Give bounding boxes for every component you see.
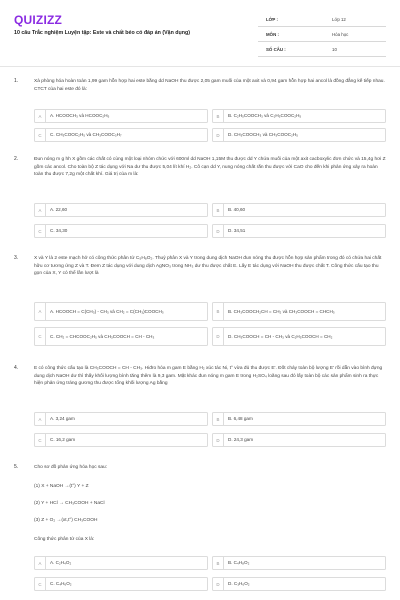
option-text: B. 6,48 gam <box>228 415 253 421</box>
option-letter: D <box>213 434 224 446</box>
quizizz-logo: QUIZIZZ <box>14 13 63 27</box>
page-header <box>0 0 400 62</box>
option-b[interactable] <box>212 109 386 123</box>
option-text: A. C₂H₄O₂ <box>50 559 72 565</box>
meta-value: 10 <box>332 47 337 52</box>
meta-row-subject <box>258 28 386 42</box>
meta-value: Lớp 12 <box>332 17 346 22</box>
option-text: A. HCOOCH = C(CH₃) - CH₃ và CH₂ = C(CH₃)COOCH₃ <box>50 308 164 314</box>
meta-value: Hóa học <box>332 32 349 37</box>
option-b[interactable] <box>212 556 386 570</box>
question-number: 5. <box>14 464 19 470</box>
option-d[interactable] <box>212 433 386 447</box>
option-letter: A <box>35 557 46 569</box>
option-letter: D <box>213 129 224 141</box>
option-text: A. 22,60 <box>50 206 68 212</box>
option-a[interactable] <box>34 203 208 217</box>
option-c[interactable] <box>34 433 208 447</box>
meta-row-count <box>258 43 386 57</box>
option-c[interactable] <box>34 128 208 142</box>
option-b[interactable] <box>212 302 386 321</box>
question-number: 1. <box>14 78 19 84</box>
meta-label: LỚP : <box>266 17 278 22</box>
option-text: B. CH₃COOCH₂CH = CH₂ và CH₃COOCH = CHCH₃ <box>228 308 335 314</box>
option-letter: D <box>213 328 224 345</box>
question-number: 4. <box>14 365 19 371</box>
option-text: D. 34,51 <box>228 227 246 233</box>
meta-label: SỐ CÂU : <box>266 47 286 52</box>
option-text: D. 24,3 gam <box>228 436 254 442</box>
option-letter: B <box>213 557 224 569</box>
option-text: B. C₄H₈O₂ <box>228 559 250 565</box>
option-text: D. C₃H₆O₂ <box>228 580 250 586</box>
option-letter: B <box>213 303 224 320</box>
option-a[interactable] <box>34 109 208 123</box>
option-text: C. C₄H₆O₂ <box>50 580 72 586</box>
question-text: Xà phòng hóa hoàn toàn 1,99 gam hỗn hợp hai este bằng dd NaOH thu được 2,05 gam muối của một axit và 0,94 gam hỗn hợp hai ancol là đồng đẳng kế tiếp nhau. CTCT của hai este đó là: <box>34 79 385 92</box>
option-d[interactable] <box>212 577 386 591</box>
option-letter: A <box>35 303 46 320</box>
option-letter: A <box>35 110 46 122</box>
option-c[interactable] <box>34 224 208 238</box>
meta-row-class <box>258 13 386 27</box>
option-letter: C <box>35 434 46 446</box>
question-text: E có công thức cấu tạo là CH₃COOCH = CH - CH₃. Hiđro hóa m gam E bằng H₂ xúc tác Ni, t° vừa đủ thu được E'. Đốt cháy toàn bộ lượng E' rồi dẫn vào bình đựng dung dịch NaOH dư thì thấy khối lượng bình tăng thêm là 9,3 gam. Mặt khác đun nóng m gam E trong H₂SO₄ loãng sau đó lấy toàn bộ các sản phẩm sinh ra thực hiện phản ứng tráng gương thu được tổng khối lượng Ag bằng <box>34 366 383 387</box>
option-b[interactable] <box>212 203 386 217</box>
header-divider <box>0 66 400 67</box>
option-text: D. CH₃COOCH = CH - CH₃ và C₂H₅COOCH = CH₂ <box>228 333 333 339</box>
option-text: A. 3,24 gam <box>50 415 75 421</box>
option-letter: C <box>35 129 46 141</box>
option-d[interactable] <box>212 327 386 346</box>
reaction-3: (3) Z + O₂ →(xt,t°) CH₃COOH <box>34 518 98 523</box>
document-title: 10 câu Trắc nghiệm Luyện tập: Este và chất béo có đáp án (Vận dụng) <box>14 30 191 36</box>
question-prompt: Công thức phân tử của X là: <box>34 537 95 542</box>
option-letter: A <box>35 204 46 216</box>
option-letter: B <box>213 110 224 122</box>
option-text: C. 16,2 gam <box>50 436 76 442</box>
question-text: X và Y là 2 este mạch hở có công thức phân tử C₅H₈O₂. Thuỷ phân X và Y trong dung dịch NaOH đun nóng thu được hỗn hợp sản phẩm trong đó có chứa hai chất hữu cơ tương ứng Z và T. Đem Z tác dụng với dung dịch AgNO₃ trong NH₃ dư thu được chất E. Lấy E tác dụng với NaOH thu được chất T. Công thức cấu tạo thu gọn của X, Y có thể lần lượt là <box>34 256 382 277</box>
option-b[interactable] <box>212 412 386 426</box>
option-d[interactable] <box>212 224 386 238</box>
question-number: 2. <box>14 156 19 162</box>
option-a[interactable] <box>34 302 208 321</box>
option-a[interactable] <box>34 556 208 570</box>
option-letter: D <box>213 225 224 237</box>
option-text: D. CH₃COOCH₃ và CH₃COOC₂H₅ <box>228 131 298 137</box>
option-letter: B <box>213 204 224 216</box>
option-letter: B <box>213 413 224 425</box>
meta-label: MÔN : <box>266 32 279 37</box>
question-number: 3. <box>14 255 19 261</box>
option-text: C. CH₃COOC₂H₅ và CH₃COOC₃H₇ <box>50 131 122 137</box>
option-c[interactable] <box>34 327 208 346</box>
reaction-1: (1) X + NaOH →(t°) Y + Z <box>34 484 89 489</box>
option-letter: C <box>35 578 46 590</box>
reaction-2: (2) Y + HCl → CH₃COOH + NaCl <box>34 501 105 506</box>
option-letter: C <box>35 225 46 237</box>
option-text: B. 40,60 <box>228 206 246 212</box>
question-text: Cho sơ đồ phản ứng hóa học sau: <box>34 465 108 470</box>
option-text: B. C₂H₅COOCH₃ và C₂H₅COOC₂H₅ <box>228 112 302 118</box>
option-letter: D <box>213 578 224 590</box>
option-letter: A <box>35 413 46 425</box>
option-text: C. 34,30 <box>50 227 68 233</box>
option-text: A. HCOOCH₃ và HCOOC₂H₅ <box>50 112 110 118</box>
option-d[interactable] <box>212 128 386 142</box>
question-text: Đun nóng m g hh X gồm các chất có cùng một loại nhóm chức với 600ml dd NaOH 1,15M thu được dd Y chứa muối của một axit cacboxylic đơn chức và 15,4g hơi Z gồm các ancol. Cho toàn bộ Z tác dụng với Na dư thu được 5,04 lít khí H₂. Cô cạn dd Y, nung nóng chất rắn thu được với CaO cho đến khi phản ứng xảy ra hoàn toàn thu được 7,2g một chất khí. Giá trị của m là: <box>34 157 386 178</box>
option-text: C. CH₂ = CHCOOC₂H₅ và CH₃COOCH = CH - CH₃ <box>50 333 155 339</box>
option-c[interactable] <box>34 577 208 591</box>
option-a[interactable] <box>34 412 208 426</box>
option-letter: C <box>35 328 46 345</box>
